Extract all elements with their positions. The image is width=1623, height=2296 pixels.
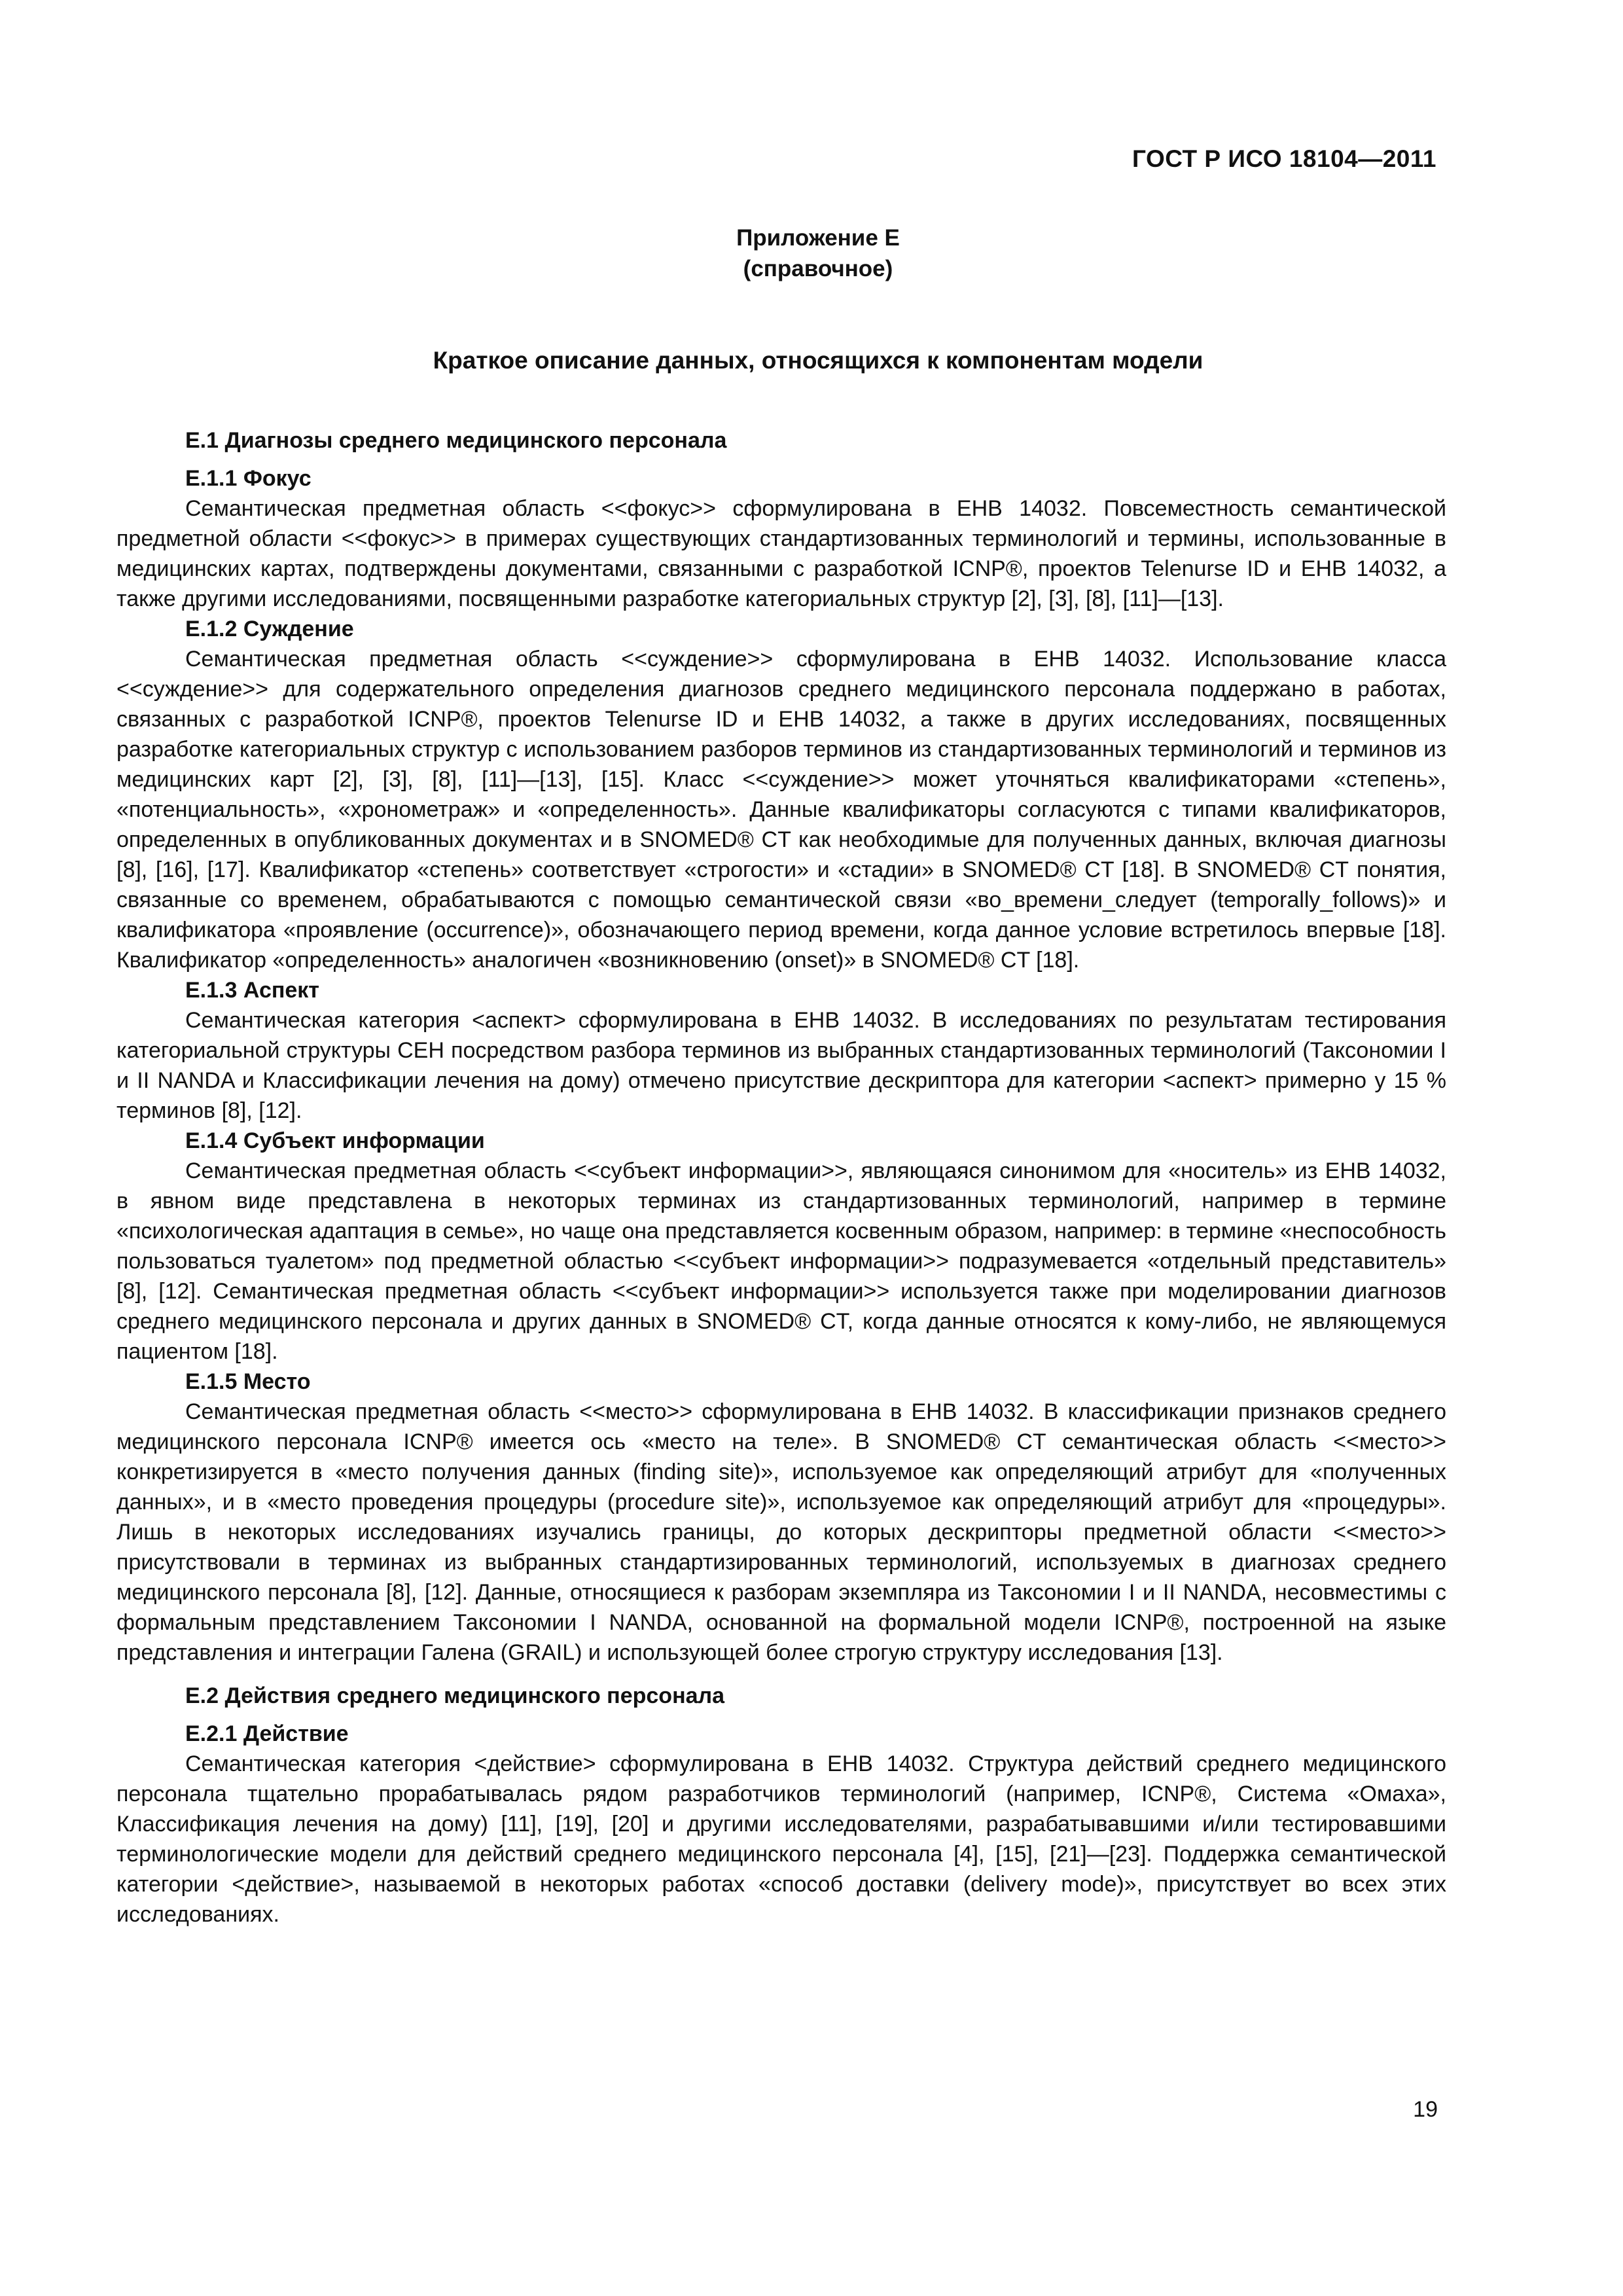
subsection-heading-e1-2: Е.1.2 Суждение [185,617,354,641]
section-heading-e1: Е.1 Диагнозы среднего медицинского персонала [185,428,727,453]
section-spacer [116,1668,1446,1681]
paragraph-e1-3: Семантическая категория <аспект> сформулирована в ЕНВ 14032. В исследованиях по результатам тестирования категориальной структуры CEH посредством разбора терминов из выбранных стандартизованных терминологий (Таксономии I и II NANDA и Классификации лечения на дому) отмечено присутствие дескриптора для категории <аспект> примерно у 15 % терминов [8], [12]. [116,1008,1446,1123]
subsection-heading-e1-5: Е.1.5 Место [185,1369,311,1394]
document-body [116,425,1446,1929]
paragraph-e2-1: Семантическая категория <действие> сформулирована в ЕНВ 14032. Структура действий среднего медицинского персонала тщательно прорабатывалась рядом разработчиков терминологий (например, ICNP®, Система «Омаха», Классификация лечения на дому) [11], [19], [20] и другими исследователями, разрабатывавшими и/или тестировавшими терминологические модели для действий среднего медицинского персонала [4], [15], [21]—[23]. Поддержка семантической категории <действие>, называемой в некоторых работах «способ доставки (delivery mode)», присутствует во всех этих исследованиях. [116,1751,1446,1927]
paragraph-e1-2: Семантическая предметная область <<суждение>> сформулирована в ЕНВ 14032. Использование класса <<суждение>> для содержательного определения диагнозов среднего медицинского персонала поддержано в работах, связанных с разработкой ICNP®, проектов Telenurse ID и ЕНВ 14032, а также в других исследованиях, посвященных разработке категориальных структур с использованием разборов терминов из стандартизованных терминологий и терминов из медицинских карт [2], [3], [8], [11]—[13], [15]. Класс <<суждение>> может уточняться квалификаторами «степень», «потенциальность», «хронометраж» и «определенность». Данные квалификаторы согласуются с типами квалификаторов, определенных в опубликованных документах и в SNOMED® CT как необходимые для полученных данных, включая диагнозы [8], [16], [17]. Квалификатор «степень» соответствует «строгости» и «стадии» в SNOMED® CT [18]. В SNOMED® CT понятия, связанные со временем, обрабатываются с помощью семантической связи «во_времени_следует (temporally_follows)» и квалификатора «проявление (occurrence)», обозначающего период времени, когда данное условие встретилось впервые [18]. Квалификатор «определенность» аналогичен «возникновению (onset)» в SNOMED® CT [18]. [116,647,1446,973]
appendix-block [0,223,1623,284]
subsection-heading-e1-3: Е.1.3 Аспект [185,978,319,1003]
page-number: 19 [1413,2097,1438,2122]
subsection-heading-e1-4: Е.1.4 Субъект информации [185,1128,485,1153]
subsection-heading-e2-1: Е.2.1 Действие [185,1721,349,1746]
standard-header: ГОСТ Р ИСО 18104—2011 [1132,145,1436,172]
document-title: Краткое описание данных, относящихся к компонентам модели [433,347,1204,374]
paragraph-e1-5: Семантическая предметная область <<место>> сформулирована в ЕНВ 14032. В классификации признаков среднего медицинского персонала ICNP® имеется ось «место на теле». В SNOMED® CT семантическая область <<место>> конкретизируется в «место получения данных (finding site)», используемое как определяющий атрибут для «полученных данных», и в «место проведения процедуры (procedure site)», используемое как определяющий атрибут для «процедуры». Лишь в некоторых исследованиях изучались границы, до которых дескрипторы предметной области <<место>> присутствовали в терминах из выбранных стандартизированных терминологий, используемых в диагнозах среднего медицинского персонала [8], [12]. Данные, относящиеся к разборам экземпляра из Таксономии I и II NANDA, несовместимы с формальным представлением Таксономии I NANDA, основанной на формальной модели ICNP®, построенной на языке представления и интеграции Галена (GRAIL) и использующей более строгую структуру исследования [13]. [116,1399,1446,1665]
subsection-heading-e1-1: Е.1.1 Фокус [185,466,312,491]
appendix-type: (справочное) [743,256,893,281]
paragraph-e1-4: Семантическая предметная область <<субъект информации>>, являющаяся синонимом для «носитель» из ЕНВ 14032, в явном виде представлена в некоторых терминах из стандартизованных терминологий, например в термине «психологическая адаптация в семье», но чаще она представляется косвенным образом, например: в термине «неспособность пользоваться туалетом» под предметной областью <<субъект информации>> подразумевается «отдельный представитель» [8], [12]. Семантическая предметная область <<субъект информации>> используется также при моделировании диагнозов среднего медицинского персонала и других данных в SNOMED® CT, когда данные относятся к кому-либо, не являющемуся пациентом [18]. [116,1158,1446,1364]
appendix-title: Приложение Е [736,225,900,251]
section-heading-e2: Е.2 Действия среднего медицинского персонала [185,1683,725,1708]
paragraph-e1-1: Семантическая предметная область <<фокус>> сформулирована в ЕНВ 14032. Повсеместность семантической предметной области <<фокус>> в примерах существующих стандартизованных терминологий и термины, использованные в медицинских картах, подтверждены документами, связанными с разработкой ICNP®, проектов Telenurse ID и ЕНВ 14032, а также другими исследованиями, посвященными разработке категориальных структур [2], [3], [8], [11]—[13]. [116,496,1446,611]
